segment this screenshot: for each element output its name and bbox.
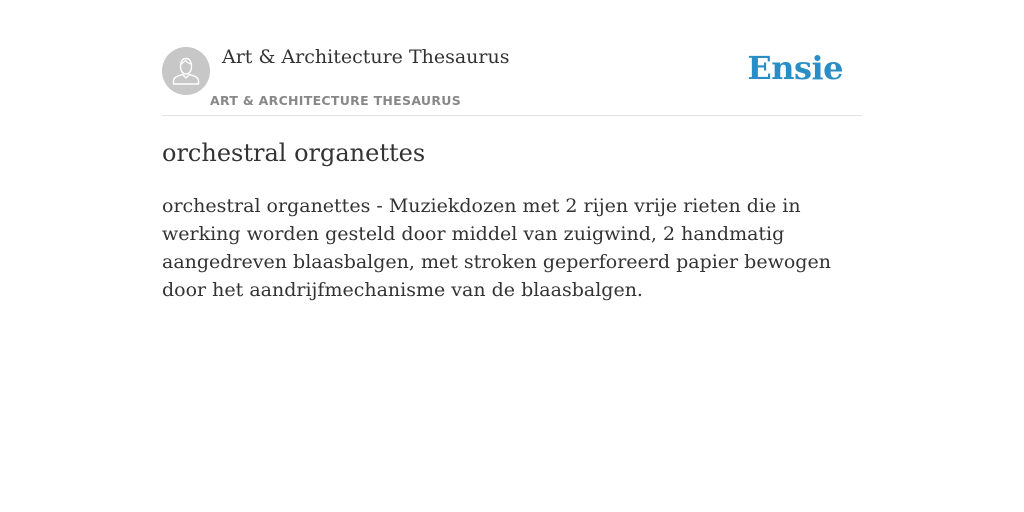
site-logo[interactable]: Ensie — [747, 49, 843, 87]
definition-text: orchestral organettes - Muziekdozen met 2 rijen vrije rieten die in werking worden gesteld door middel van zuigwind, 2 handmatig aangedreven blaasbalgen, met stroken geperforeerd papier bewogen door het aandrijfmechanisme van de blaasbalgen. — [162, 195, 831, 301]
header — [162, 0, 862, 116]
page-container — [162, 0, 862, 301]
author-name[interactable]: Art & Architecture Thesaurus — [222, 46, 510, 68]
author-subtitle[interactable]: ART & ARCHITECTURE THESAURUS — [210, 93, 462, 108]
avatar[interactable] — [162, 47, 210, 95]
user-avatar-icon — [162, 47, 210, 95]
page-title: orchestral organettes — [162, 139, 426, 167]
